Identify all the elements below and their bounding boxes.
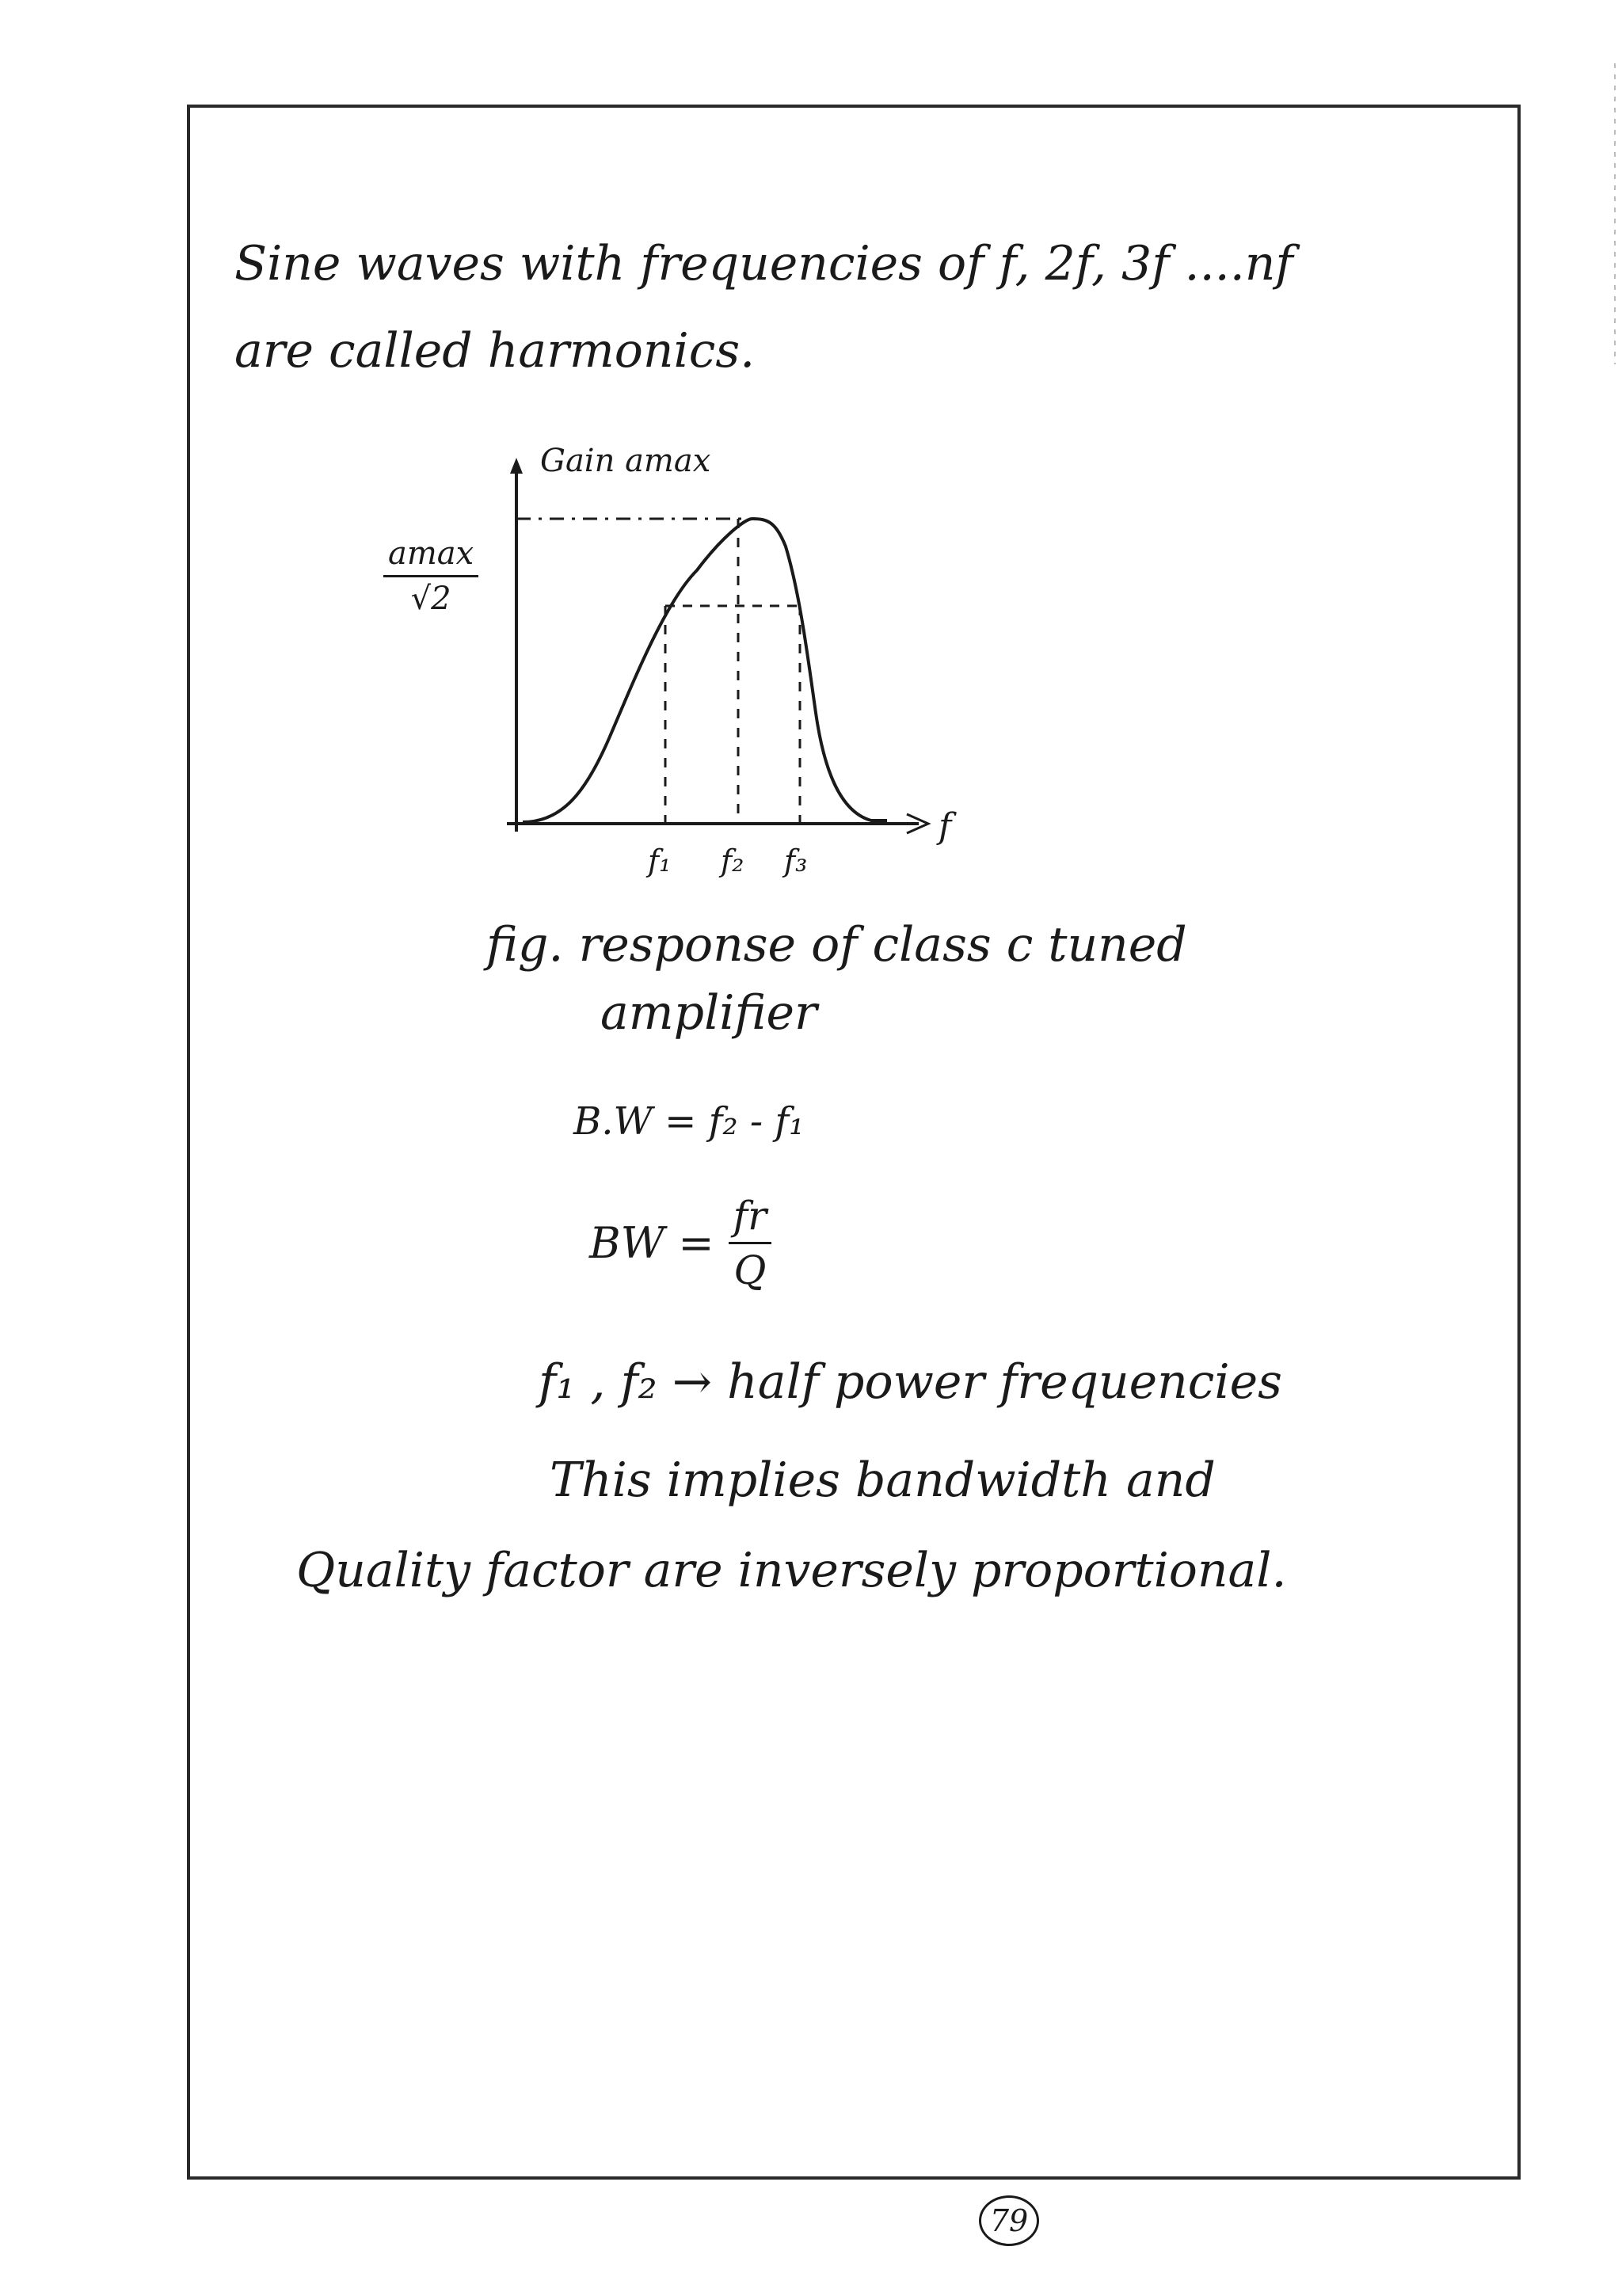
half-power-level-denominator: √2 — [410, 581, 451, 617]
text-line-1: Sine waves with frequencies of f, 2f, 3f ....nf — [234, 236, 1293, 291]
y-axis-label: Gain amax — [540, 444, 711, 479]
figure-caption-line-1: fig. response of class c tuned — [486, 917, 1187, 973]
bandwidth-equation: B.W = f₂ - f₁ — [573, 1099, 805, 1144]
fraction-numerator: fr — [733, 1193, 767, 1239]
half-power-level-numerator: amax — [388, 535, 474, 572]
fraction-bar — [729, 1242, 771, 1244]
implies-line-2: Quality factor are inversely proportional. — [296, 1543, 1287, 1598]
y-axis-arrow — [510, 458, 523, 474]
text-line-2: are called harmonics. — [234, 323, 756, 379]
fr-over-q-fraction — [729, 1193, 771, 1293]
frequency-response-graph — [444, 444, 998, 887]
response-curve — [523, 519, 887, 822]
half-power-level-label — [383, 535, 478, 617]
page-border — [187, 105, 1521, 2180]
implies-line-1: This implies bandwidth and — [550, 1453, 1216, 1508]
page-number: 79 — [979, 2195, 1039, 2246]
x-tick-f2: f₂ — [721, 843, 744, 878]
fraction-bar — [383, 575, 478, 577]
scan-edge-marks — [1614, 63, 1616, 364]
x-tick-f1: f₁ — [648, 843, 672, 878]
x-axis-label: f — [939, 806, 952, 847]
fraction-denominator: Q — [733, 1247, 767, 1293]
bandwidth-q-equation — [589, 1193, 771, 1293]
x-tick-f3: f₃ — [784, 843, 808, 878]
half-power-note: f₁ , f₂ → half power frequencies — [539, 1354, 1282, 1410]
figure-caption-line-2: amplifier — [600, 985, 817, 1041]
bandwidth-q-lhs: BW = — [589, 1218, 714, 1268]
